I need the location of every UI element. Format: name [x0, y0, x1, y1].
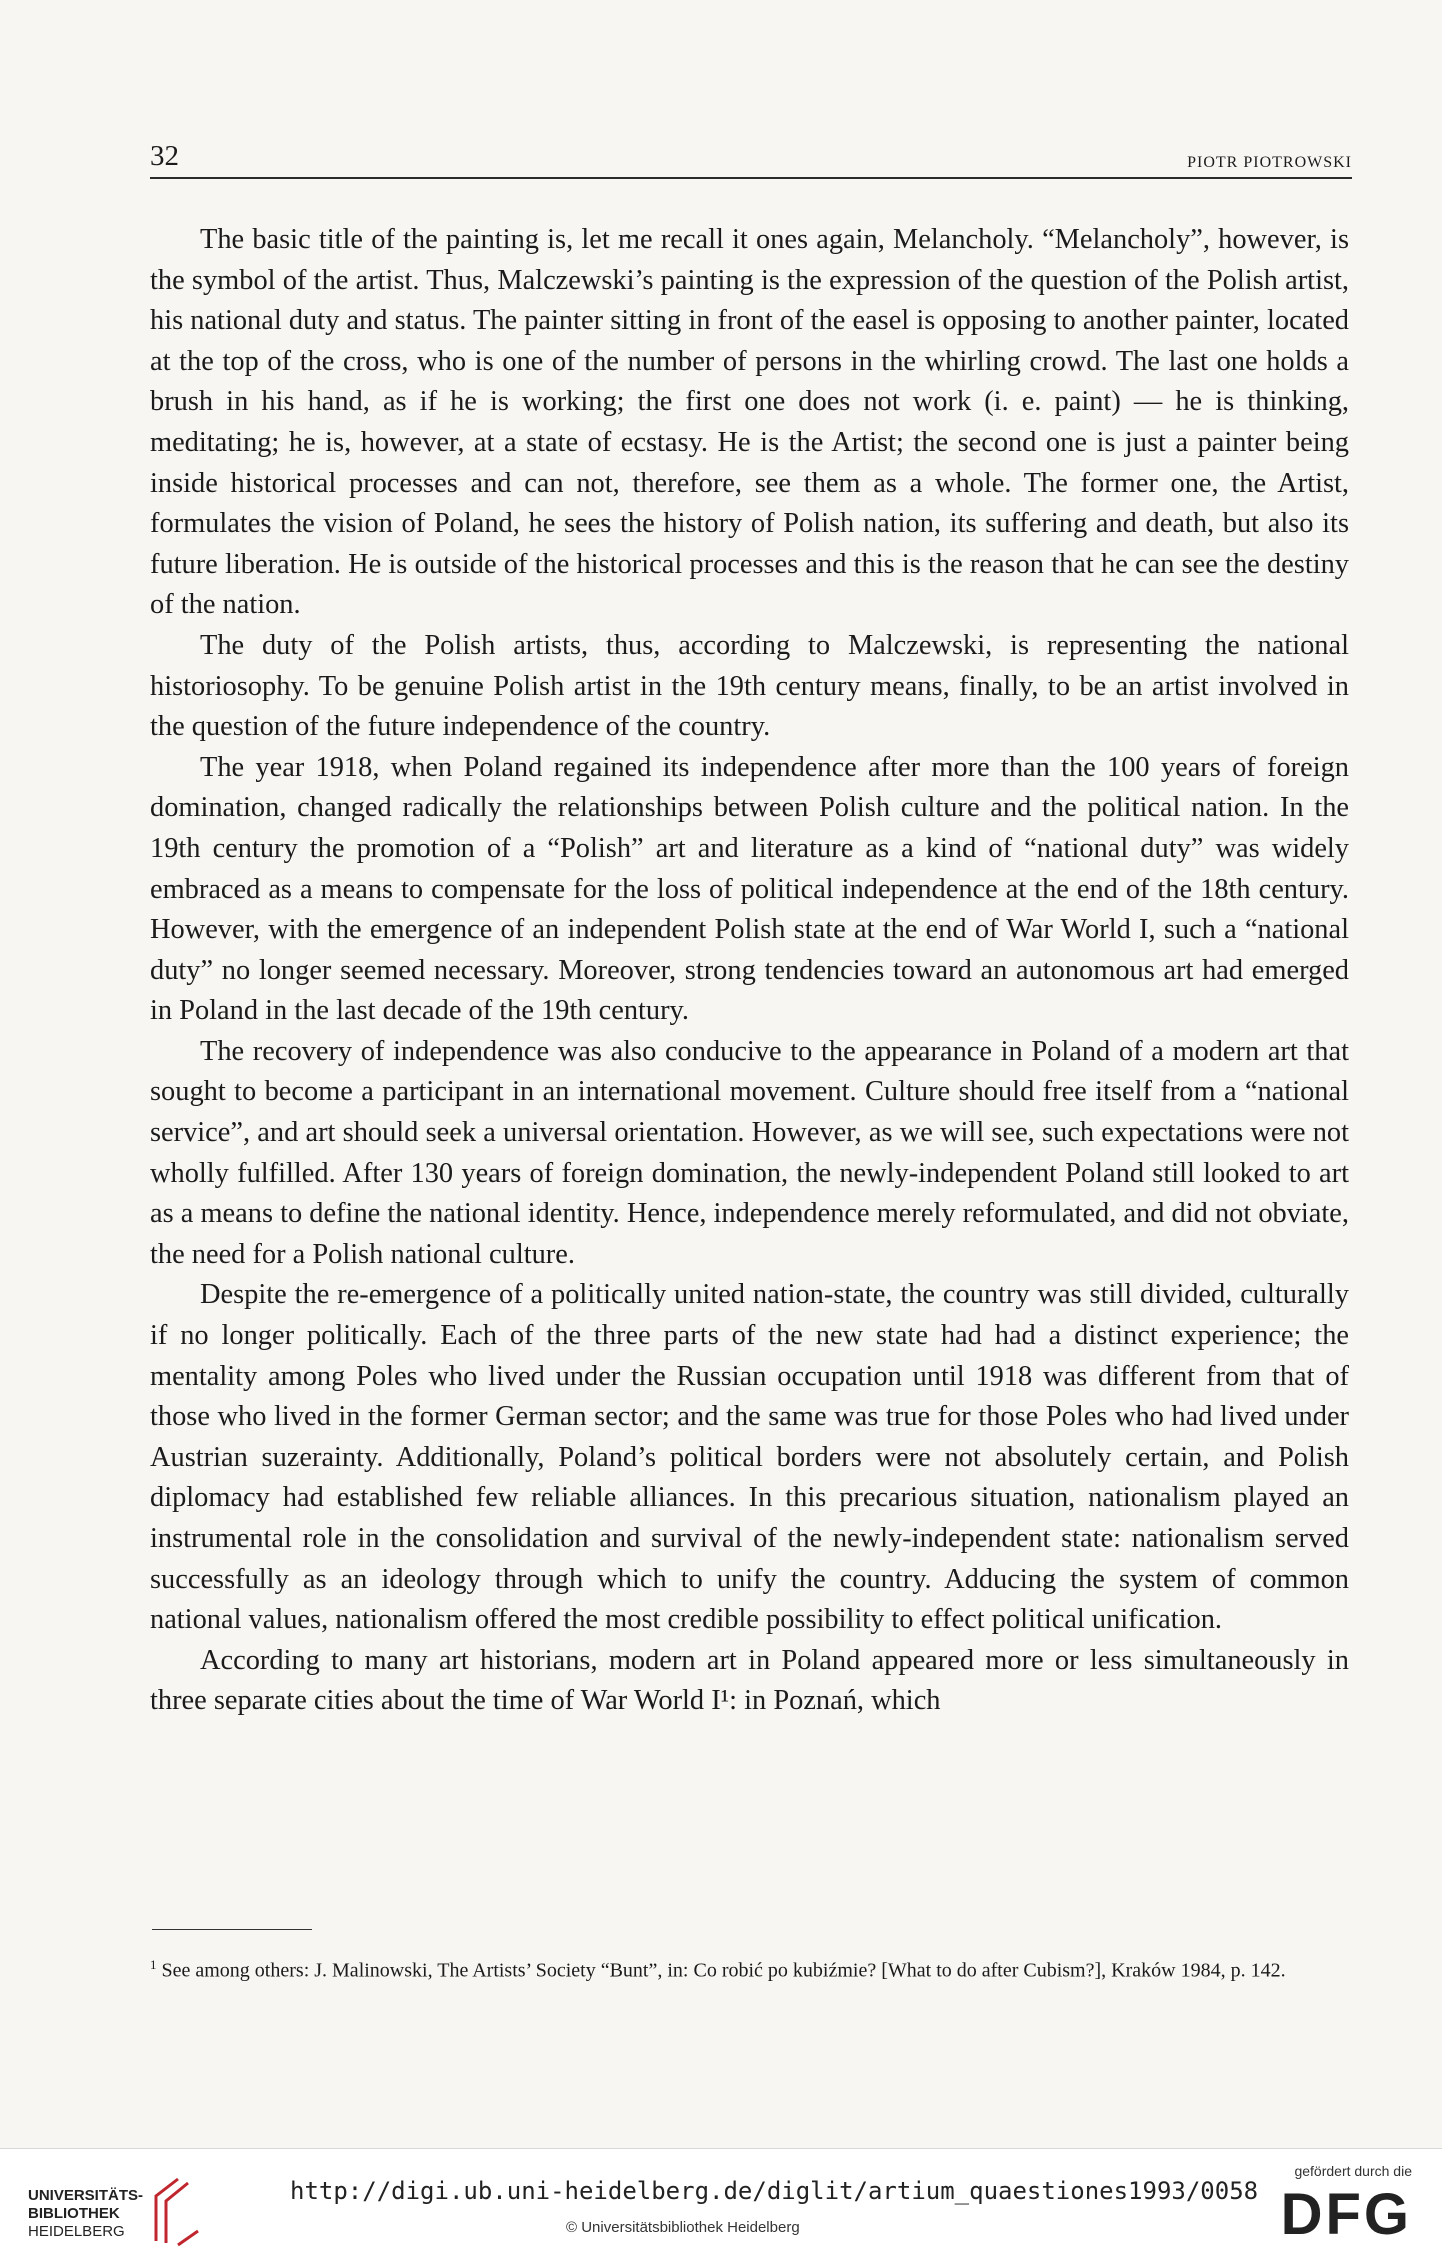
body-text [150, 220, 1349, 1722]
paragraph-2: The duty of the Polish artists, thus, according to Malczewski, is representing the national historiosophy. To be genuine Polish artist in the 19th century means, finally, to be an artist involved in the question of the future independence of the country. [150, 629, 1349, 743]
footnote-marker: 1 [150, 1957, 157, 1972]
paragraph-3: The year 1918, when Poland regained its independence after more than the 100 years of foreign domination, changed radically the relationships between Polish culture and the political nation. In the 19th century the promotion of a “Polish” art and literature as a kind of “national duty” was widely embraced as a means to compensate for the loss of political independence at the end of the 18th century. However, with the emergence of an independent Polish state at the end of War World I, such a “national duty” no longer seemed necessary. Moreover, strong tendencies toward an autonomous art had emerged in Poland in the last decade of the 19th century. [150, 751, 1349, 1027]
paragraph-5: Despite the re-emergence of a politically united nation-state, the country was still divided, culturally if no longer politically. Each of the three parts of the new state had had a distinct experience; the mentality among Poles who lived under the Russian occupation until 1918 was different from that of those who lived in the former German sector; and the same was true for those Poles who had lived under Austrian suzerainty. Additionally, Poland’s political borders were not absolutely certain, and Polish diplomacy had established few reliable alliances. In this precarious situation, nationalism played an instrumental role in the consolidation and survival of the newly-independent state: nationalism served successfully as an ideology through which to unify the country. Adducing the system of common national values, nationalism offered the most credible possibility to effect political unification. [150, 1279, 1349, 1636]
source-url-link[interactable]: http://digi.ub.uni-heidelberg.de/diglit/artium_quaestiones1993/0058 [290, 2177, 1259, 2205]
footnote [150, 1949, 1350, 1987]
logo-line-2: BIBLIOTHEK [28, 2205, 120, 2222]
library-mark-icon [148, 2171, 208, 2251]
dfg-logo: DFG [1280, 2182, 1412, 2247]
footnote-text: See among others: J. Malinowski, The Artists’ Society “Bunt”, in: Co robić po kubiźmie? [What to do after Cubism?], Kraków 1984, p. 142. [161, 1959, 1286, 1982]
running-head: PIOTR PIOTROWSKI [1187, 154, 1352, 171]
funded-by-text: gefördert durch die [1294, 2163, 1412, 2179]
page-number: 32 [150, 140, 179, 172]
copyright-text: © Universitätsbibliothek Heidelberg [566, 2219, 800, 2236]
paragraph-4: The recovery of independence was also conducive to the appearance in Poland of a modern art that sought to become a participant in an international movement. Culture should free itself from a “national service”, and art should seek a universal orientation. However, as we will see, such expectations were not wholly fulfilled. After 130 years of foreign domination, the newly-independent Poland still looked to art as a means to define the national identity. Hence, independence merely reformulated, and did not obviate, the need for a Polish national culture. [150, 1035, 1349, 1270]
logo-line-1: UNIVERSITÄTS- [28, 2187, 144, 2204]
paragraph-1: The basic title of the painting is, let me recall it ones again, Melancholy. “Melancholy”, however, is the symbol of the artist. Thus, Malczewski’s painting is the expression of the question of the Polish artist, his national duty and status. The painter sitting in front of the easel is opposing to another painter, located at the top of the cross, who is one of the number of persons in the whirling crowd. The last one holds a brush in his hand, as if he is working; the first one does not work (i. e. paint) — he is thinking, meditating; he is, however, at a state of ecstasy. He is the Artist; the second one is just a painter being inside historical processes and can not, therefore, see them as a whole. The former one, the Artist, formulates the vision of Poland, he sees the history of Polish nation, its suffering and death, but also its future liberation. He is outside of the historical processes and this is the reason that he can see the destiny of the nation. [150, 224, 1349, 621]
digitization-footer [0, 2148, 1442, 2264]
library-logo [28, 2187, 143, 2241]
header-rule [150, 177, 1352, 179]
logo-line-3: HEIDELBERG [28, 2223, 125, 2240]
paragraph-6: According to many art historians, modern art in Poland appeared more or less simultaneously in three separate cities about the time of War World I¹: in Poznań, which [150, 1644, 1349, 1717]
page-header [150, 140, 1352, 180]
footnote-rule [152, 1929, 312, 1930]
